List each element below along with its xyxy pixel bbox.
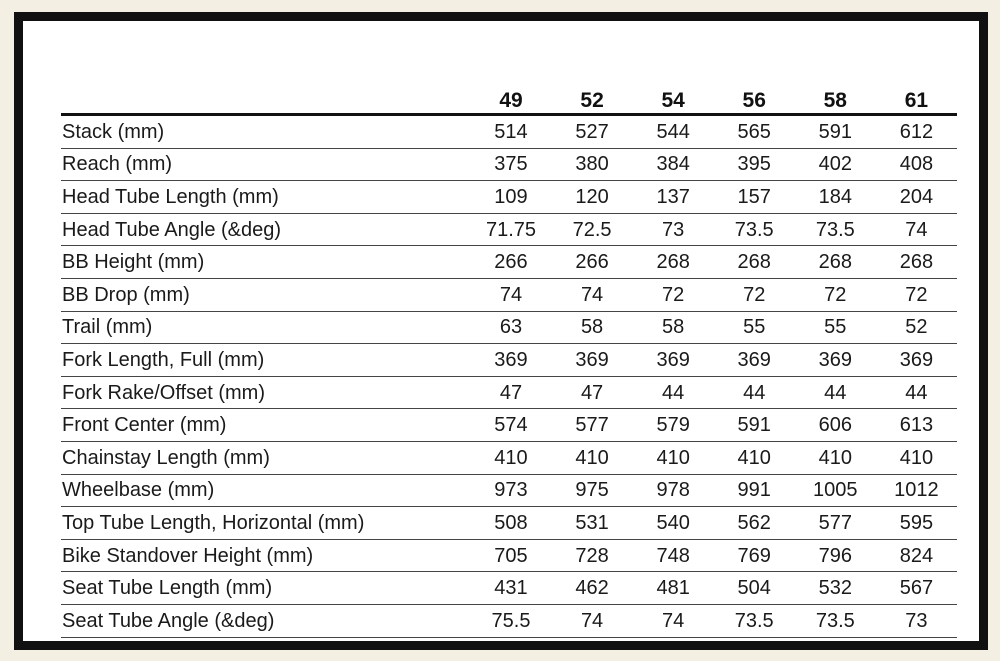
table-cell: 410 xyxy=(552,441,633,474)
row-label: Front Center (mm) xyxy=(61,409,470,442)
row-label: Fork Rake/Offset (mm) xyxy=(61,376,470,409)
size-header: 54 xyxy=(633,83,714,115)
table-cell: 73 xyxy=(876,604,957,637)
table-cell: 52 xyxy=(876,311,957,344)
table-row xyxy=(61,539,957,572)
row-label: Head Tube Length (mm) xyxy=(61,181,470,214)
table-cell: 268 xyxy=(876,246,957,279)
table-cell: 395 xyxy=(714,148,795,181)
table-cell: 73 xyxy=(633,213,714,246)
table-cell: 55 xyxy=(795,311,876,344)
table-cell: 579 xyxy=(633,409,714,442)
table-cell: 63 xyxy=(470,311,551,344)
size-header: 58 xyxy=(795,83,876,115)
table-cell: 184 xyxy=(795,181,876,214)
table-cell: 978 xyxy=(633,474,714,507)
size-header: 61 xyxy=(876,83,957,115)
row-label: Chainstay Length (mm) xyxy=(61,441,470,474)
table-cell: 58 xyxy=(633,311,714,344)
table-cell: 73.5 xyxy=(714,213,795,246)
table-row xyxy=(61,409,957,442)
table-cell: 109 xyxy=(470,181,551,214)
table-row xyxy=(61,246,957,279)
geometry-rows xyxy=(61,115,957,638)
table-cell: 157 xyxy=(714,181,795,214)
table-cell: 562 xyxy=(714,507,795,540)
table-cell: 595 xyxy=(876,507,957,540)
table-cell: 540 xyxy=(633,507,714,540)
table-cell: 73.5 xyxy=(795,604,876,637)
table-cell: 508 xyxy=(470,507,551,540)
size-header: 56 xyxy=(714,83,795,115)
table-cell: 410 xyxy=(633,441,714,474)
table-cell: 504 xyxy=(714,572,795,605)
row-label: Reach (mm) xyxy=(61,148,470,181)
table-cell: 824 xyxy=(876,539,957,572)
table-cell: 991 xyxy=(714,474,795,507)
table-row xyxy=(61,311,957,344)
table-cell: 410 xyxy=(876,441,957,474)
table-cell: 137 xyxy=(633,181,714,214)
table-cell: 44 xyxy=(714,376,795,409)
table-row xyxy=(61,278,957,311)
table-cell: 44 xyxy=(876,376,957,409)
table-cell: 73.5 xyxy=(795,213,876,246)
table-cell: 728 xyxy=(552,539,633,572)
table-cell: 120 xyxy=(552,181,633,214)
table-cell: 1005 xyxy=(795,474,876,507)
row-label: Fork Length, Full (mm) xyxy=(61,344,470,377)
table-row xyxy=(61,148,957,181)
table-cell: 431 xyxy=(470,572,551,605)
table-cell: 384 xyxy=(633,148,714,181)
geometry-table xyxy=(61,83,957,638)
table-cell: 369 xyxy=(876,344,957,377)
table-cell: 574 xyxy=(470,409,551,442)
table-cell: 74 xyxy=(552,604,633,637)
table-row xyxy=(61,507,957,540)
table-cell: 748 xyxy=(633,539,714,572)
table-cell: 705 xyxy=(470,539,551,572)
table-cell: 47 xyxy=(470,376,551,409)
row-label: Stack (mm) xyxy=(61,115,470,149)
table-cell: 591 xyxy=(795,115,876,149)
table-cell: 462 xyxy=(552,572,633,605)
table-cell: 369 xyxy=(470,344,551,377)
header-row xyxy=(61,83,957,115)
row-label: Head Tube Angle (&deg) xyxy=(61,213,470,246)
table-cell: 266 xyxy=(552,246,633,279)
table-cell: 72 xyxy=(633,278,714,311)
row-label: Top Tube Length, Horizontal (mm) xyxy=(61,507,470,540)
table-cell: 72 xyxy=(714,278,795,311)
table-cell: 369 xyxy=(714,344,795,377)
table-cell: 75.5 xyxy=(470,604,551,637)
table-cell: 565 xyxy=(714,115,795,149)
table-cell: 606 xyxy=(795,409,876,442)
table-cell: 769 xyxy=(714,539,795,572)
table-cell: 544 xyxy=(633,115,714,149)
table-cell: 71.75 xyxy=(470,213,551,246)
table-row xyxy=(61,604,957,637)
table-cell: 567 xyxy=(876,572,957,605)
table-cell: 47 xyxy=(552,376,633,409)
size-header: 52 xyxy=(552,83,633,115)
table-cell: 612 xyxy=(876,115,957,149)
table-cell: 975 xyxy=(552,474,633,507)
row-label: Seat Tube Angle (&deg) xyxy=(61,604,470,637)
table-row xyxy=(61,474,957,507)
table-row xyxy=(61,572,957,605)
table-cell: 44 xyxy=(633,376,714,409)
table-cell: 410 xyxy=(470,441,551,474)
image-frame xyxy=(14,12,988,650)
table-cell: 268 xyxy=(795,246,876,279)
table-cell: 266 xyxy=(470,246,551,279)
table-cell: 74 xyxy=(876,213,957,246)
table-cell: 74 xyxy=(470,278,551,311)
table-cell: 577 xyxy=(552,409,633,442)
table-cell: 532 xyxy=(795,572,876,605)
table-cell: 408 xyxy=(876,148,957,181)
row-label: Trail (mm) xyxy=(61,311,470,344)
table-cell: 375 xyxy=(470,148,551,181)
table-row xyxy=(61,115,957,149)
table-cell: 481 xyxy=(633,572,714,605)
table-cell: 380 xyxy=(552,148,633,181)
table-cell: 369 xyxy=(633,344,714,377)
header-corner xyxy=(61,83,470,115)
row-label: Wheelbase (mm) xyxy=(61,474,470,507)
table-cell: 369 xyxy=(795,344,876,377)
table-cell: 796 xyxy=(795,539,876,572)
table-row xyxy=(61,376,957,409)
table-row xyxy=(61,213,957,246)
row-label: BB Drop (mm) xyxy=(61,278,470,311)
table-cell: 514 xyxy=(470,115,551,149)
table-cell: 74 xyxy=(633,604,714,637)
table-cell: 72.5 xyxy=(552,213,633,246)
table-cell: 369 xyxy=(552,344,633,377)
table-cell: 613 xyxy=(876,409,957,442)
table-cell: 72 xyxy=(876,278,957,311)
table-row xyxy=(61,441,957,474)
row-label: BB Height (mm) xyxy=(61,246,470,279)
table-cell: 410 xyxy=(795,441,876,474)
table-cell: 973 xyxy=(470,474,551,507)
table-cell: 531 xyxy=(552,507,633,540)
size-header: 49 xyxy=(470,83,551,115)
table-cell: 58 xyxy=(552,311,633,344)
table-cell: 204 xyxy=(876,181,957,214)
table-row xyxy=(61,181,957,214)
table-cell: 72 xyxy=(795,278,876,311)
table-cell: 591 xyxy=(714,409,795,442)
table-cell: 577 xyxy=(795,507,876,540)
table-cell: 402 xyxy=(795,148,876,181)
table-cell: 268 xyxy=(633,246,714,279)
table-cell: 74 xyxy=(552,278,633,311)
row-label: Seat Tube Length (mm) xyxy=(61,572,470,605)
table-cell: 1012 xyxy=(876,474,957,507)
table-row xyxy=(61,344,957,377)
table-cell: 44 xyxy=(795,376,876,409)
table-cell: 55 xyxy=(714,311,795,344)
table-cell: 73.5 xyxy=(714,604,795,637)
table-cell: 410 xyxy=(714,441,795,474)
row-label: Bike Standover Height (mm) xyxy=(61,539,470,572)
table-cell: 268 xyxy=(714,246,795,279)
table-cell: 527 xyxy=(552,115,633,149)
